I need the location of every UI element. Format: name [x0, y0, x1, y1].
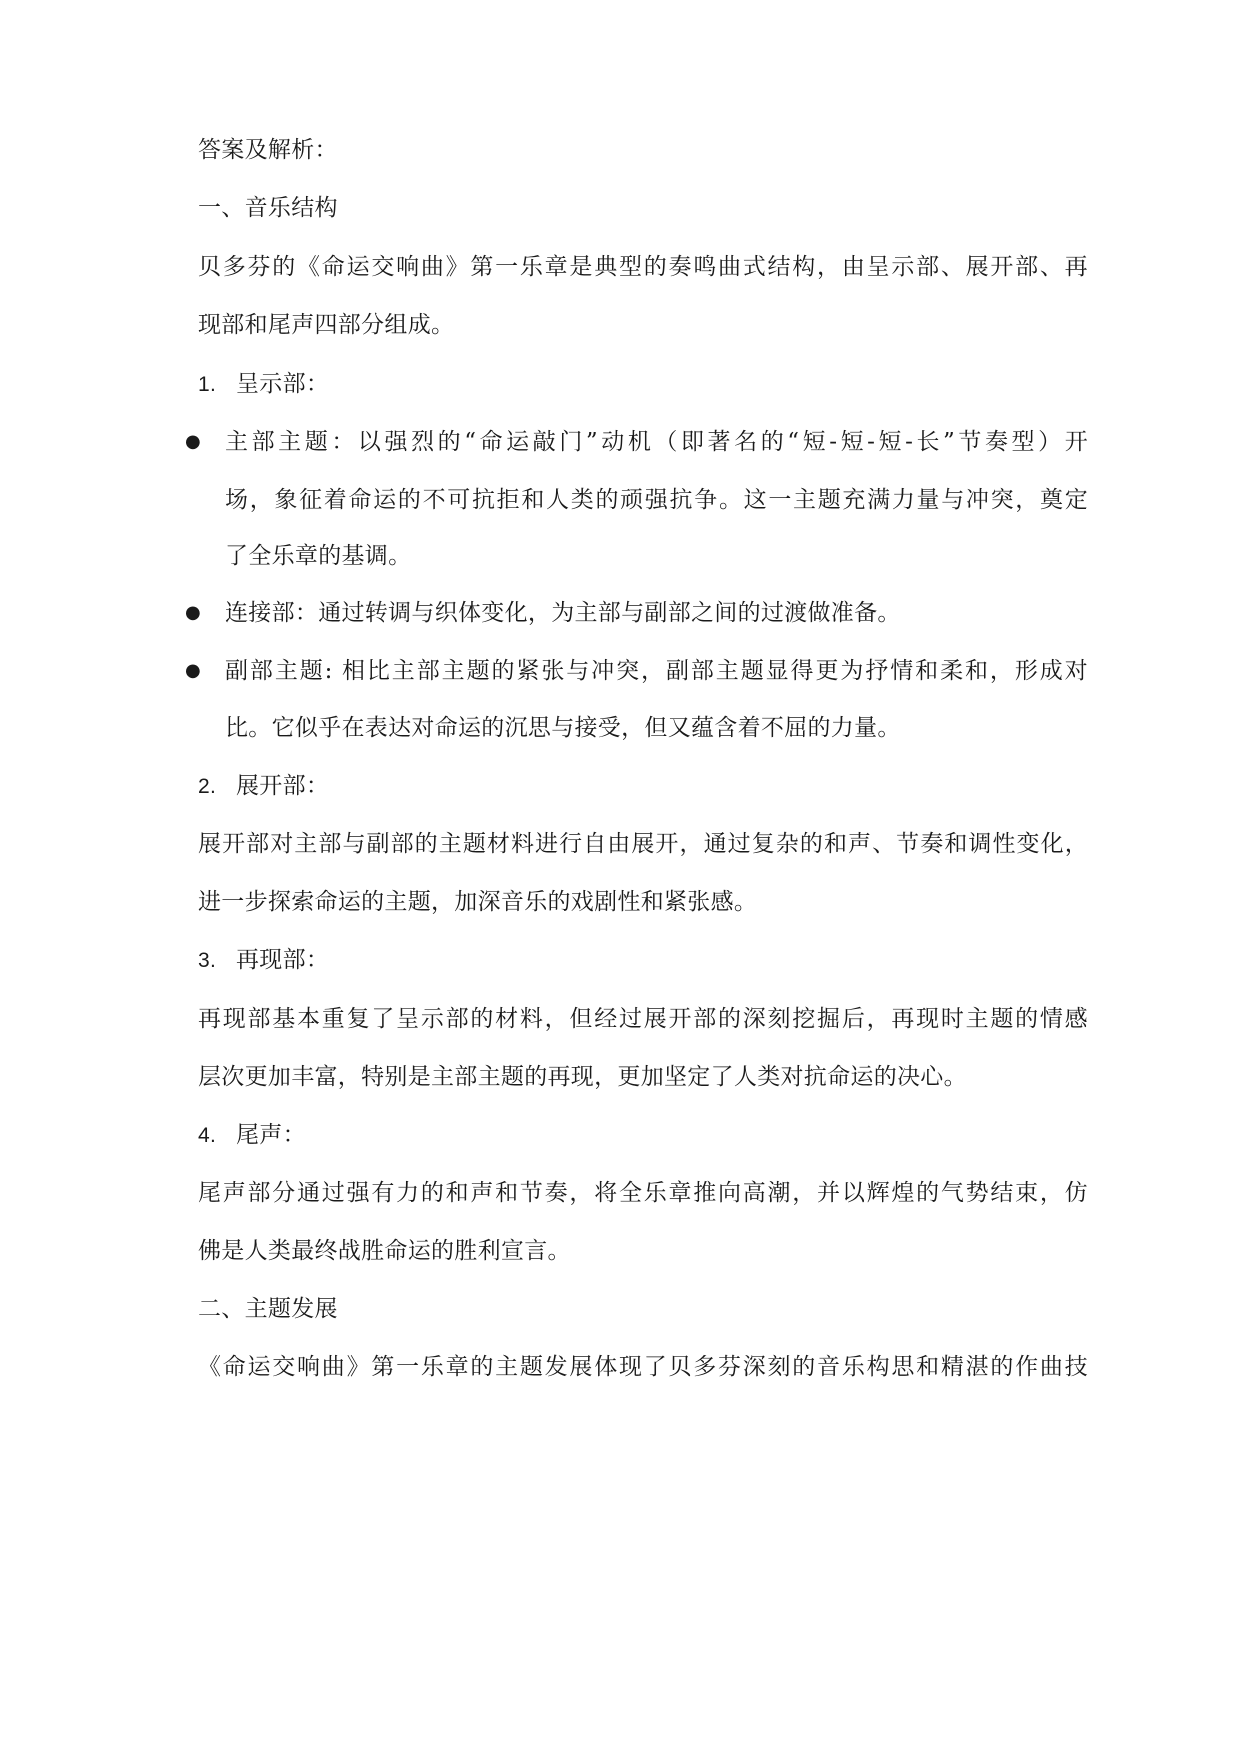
part3-heading [198, 945, 1088, 976]
part4-number: 4. [198, 1124, 217, 1147]
bullet3-line2: 比。它似乎在表达对命运的沉思与接受，但又蕴含着不屈的力量。 [225, 715, 901, 741]
section1-title: 一、音乐结构 [198, 195, 338, 221]
bullet-dot-icon: ● [185, 431, 201, 452]
bullet1-line1: 主部主题：以强烈的“命运敲门”动机（即著名的“短-短-短-长”节奏型）开 [225, 429, 1088, 455]
part2-title: 展开部： [236, 773, 330, 799]
bullet3-line1: 副部主题: 相比主部主题的紧张与冲突，副部主题显得更为抒情和柔和，形成对 [225, 658, 1088, 684]
part4-line2: 佛是人类最终战胜命运的胜利宣言。 [198, 1238, 571, 1264]
section2-title: 二、主题发展 [198, 1296, 338, 1322]
part4-line1: 尾声部分通过强有力的和声和节奏，将全乐章推向高潮，并以辉煌的气势结束，仿 [198, 1180, 1088, 1206]
part2-heading [198, 771, 1088, 802]
part3-title: 再现部： [236, 947, 330, 973]
part3-number: 3. [198, 949, 217, 972]
part2-line2: 进一步探索命运的主题，加深音乐的戏剧性和紧张感。 [198, 889, 758, 915]
bullet2-line1: 连接部：通过转调与织体变化，为主部与副部之间的过渡做准备。 [225, 600, 901, 626]
section1-intro-line2: 现部和尾声四部分组成。 [198, 312, 455, 338]
bullet1-line2: 场，象征着命运的不可抗拒和人类的顽强抗争。这一主题充满力量与冲突，奠定 [225, 487, 1088, 513]
bullet-dot-icon: ● [185, 660, 201, 681]
answer-heading: 答案及解析： [198, 137, 338, 163]
section1-intro-line1: 贝多芬的《命运交响曲》第一乐章是典型的奏鸣曲式结构，由呈示部、展开部、再 [198, 254, 1088, 280]
part2-number: 2. [198, 775, 217, 798]
section2-line1: 《命运交响曲》第一乐章的主题发展体现了贝多芬深刻的音乐构思和精湛的作曲技 [198, 1354, 1088, 1380]
bullet-dot-icon: ● [185, 602, 201, 623]
part3-line1: 再现部基本重复了呈示部的材料，但经过展开部的深刻挖掘后，再现时主题的情感 [198, 1006, 1088, 1032]
part3-line2: 层次更加丰富，特别是主部主题的再现，更加坚定了人类对抗命运的决心。 [198, 1064, 967, 1090]
bullet1-line3: 了全乐章的基调。 [225, 543, 412, 569]
part4-heading [198, 1120, 1088, 1151]
part4-title: 尾声： [236, 1122, 306, 1148]
part1-title: 呈示部： [236, 371, 330, 397]
part1-heading [198, 369, 1088, 400]
part1-number: 1. [198, 373, 217, 396]
part2-line1: 展开部对主部与副部的主题材料进行自由展开，通过复杂的和声、节奏和调性变化， [198, 831, 1088, 857]
